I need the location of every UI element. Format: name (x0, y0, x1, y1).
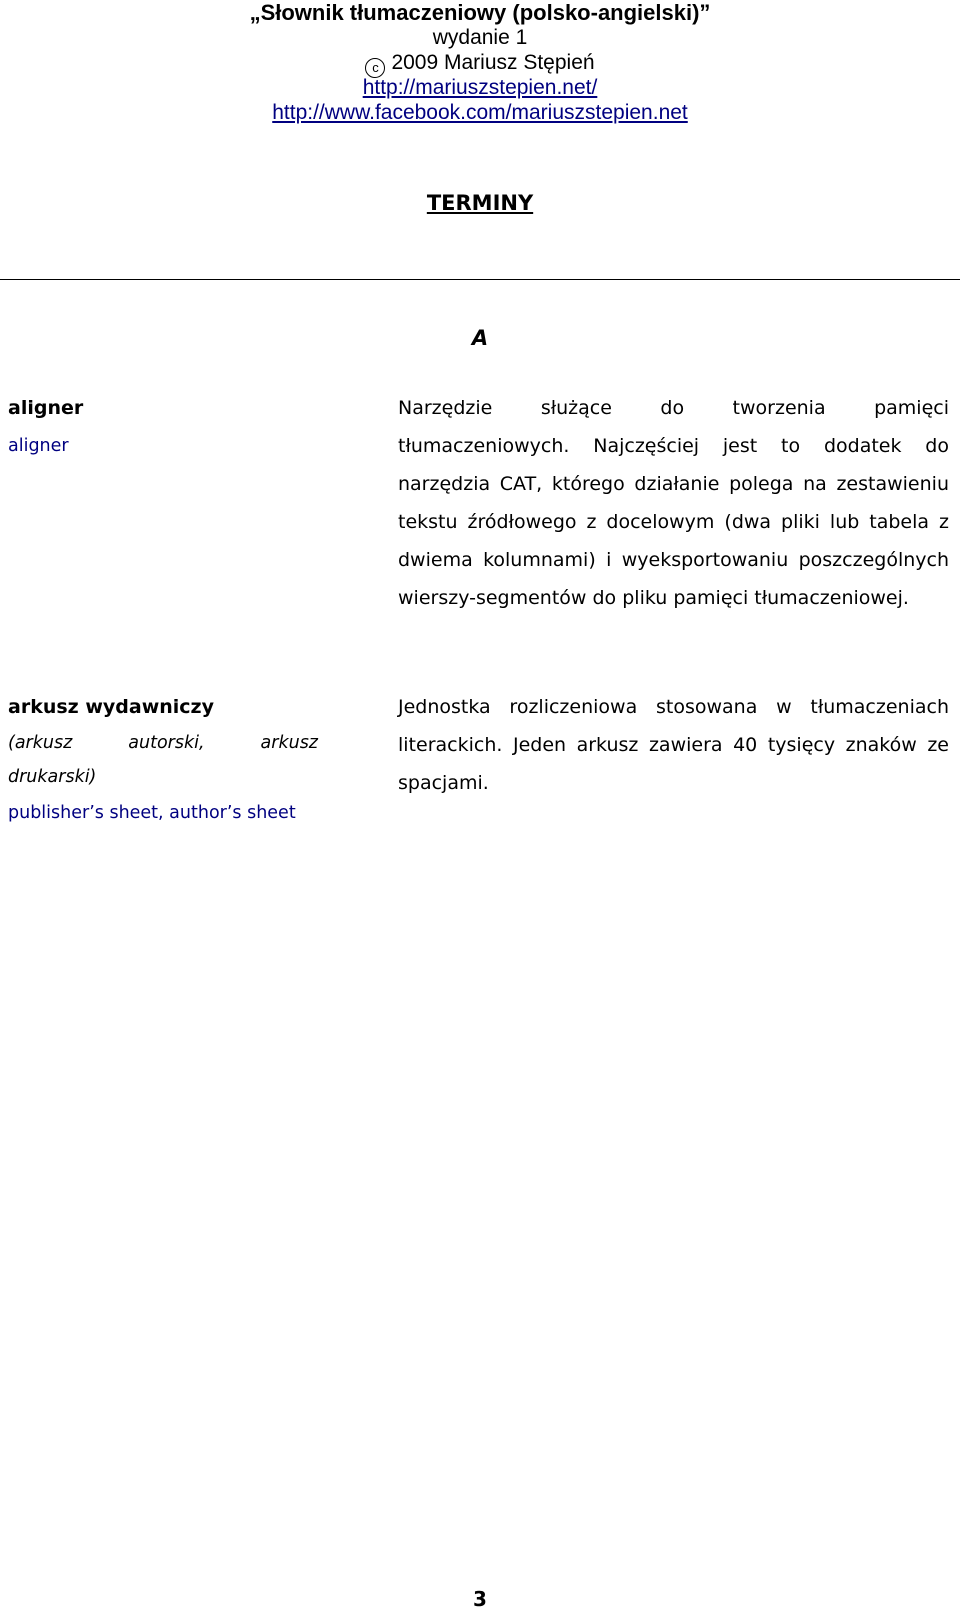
term-definition: Narzędzie służące do tworzenia pamięci tłumaczeniowych. Najczęściej jest to dodatek do narzędzia CAT, którego działanie polega na zestawieniu tekstu źródłowego z docelowym (dwa pliki lub tabela z dwiema kolumnami) i wyeksportowaniu poszczególnych wierszy-segmentów do pliku pamięci tłumaczeniowej. (398, 397, 949, 609)
horizontal-divider (0, 279, 960, 280)
website-link-line (0, 75, 960, 100)
facebook-link-line (0, 100, 960, 125)
section-title (0, 190, 960, 216)
document-header (0, 0, 960, 125)
facebook-link[interactable]: http://www.facebook.com/mariuszstepien.net (272, 101, 688, 124)
copyright-text: 2009 Mariusz Stępień (391, 51, 595, 74)
term-headword: arkusz wydawniczy (8, 696, 214, 718)
term-english: publisher’s sheet, author’s sheet (8, 803, 296, 823)
letter-heading: A (471, 326, 489, 350)
copyright-icon: c (365, 58, 385, 78)
term-column (8, 389, 318, 465)
term-definition: Jednostka rozliczeniowa stosowana w tłumaczeniach literackich. Jeden arkusz zawiera 40 tysięcy znaków ze spacjami. (398, 696, 949, 794)
dictionary-title: „Słownik tłumaczeniowy (polsko-angielski)” (249, 0, 711, 25)
website-link[interactable]: http://mariuszstepien.net/ (362, 76, 598, 99)
term-synonyms-line-1: (arkusz autorski, arkusz (8, 733, 318, 753)
term-english: aligner (8, 436, 69, 456)
copyright-line (0, 50, 960, 75)
section-title-text: TERMINY (426, 191, 534, 215)
term-column (8, 688, 318, 832)
term-synonyms-line-2: drukarski) (8, 767, 97, 787)
edition-label: wydanie 1 (432, 26, 528, 49)
page-number: 3 (473, 1587, 487, 1611)
term-headword: aligner (8, 397, 84, 419)
